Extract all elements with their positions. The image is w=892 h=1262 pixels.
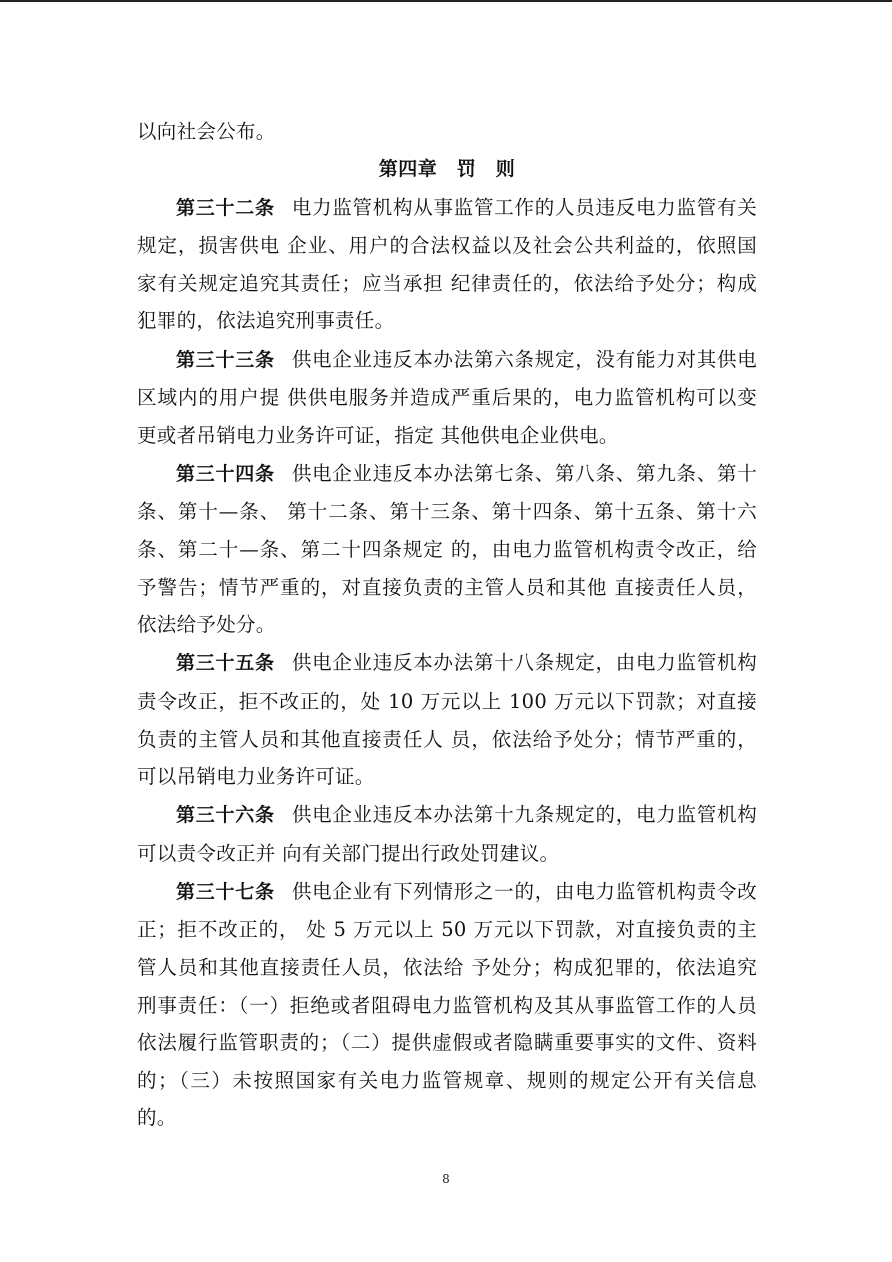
article-label: 第三十七条 [176, 880, 275, 903]
article-text: 电力监管机构从事监管工作的人员违反电力监管有关规定，损害供电 企业、用户的合法权益以及社会公共利益的，依照国家有关规定追究其责任；应当承担 纪律责任的，依法给予处分；构成犯罪的，依法追究刑事责任。 [137, 195, 757, 333]
page-number: 8 [442, 1172, 450, 1186]
article-36 [137, 796, 757, 872]
article-text: 供电企业违反本办法第七条、第八条、第九条、第十条、第十—条、 第十二条、第十三条、第十四条、第十五条、第十六条、第二十—条、第二十四条规定 的，由电力监管机构责令改正，给予警告；情节严重的，对直接负责的主管人员和其他 直接责任人员，依法给予处分。 [137, 461, 757, 637]
article-label: 第三十四条 [176, 462, 275, 485]
article-35 [137, 644, 757, 795]
article-32 [137, 189, 757, 340]
article-text: 供电企业违反本办法第六条规定，没有能力对其供电区域内的用户提 供供电服务并造成严重后果的，电力监管机构可以变更或者吊销电力业务许可证，指定 其他供电企业供电。 [137, 347, 757, 447]
article-label: 第三十三条 [176, 348, 275, 371]
article-33 [137, 341, 757, 455]
article-text: 供电企业违反本办法第十九条规定的，电力监管机构可以责令改正并 向有关部门提出行政处罚建议。 [137, 803, 757, 865]
article-text: 供电企业违反本办法第十八条规定，由电力监管机构责令改正，拒不改正的，处 10 万元以上 100 万元以下罚款；对直接负责的主管人员和其他直接责任人 员，依法给予处分；情节严重的，可以吊销电力业务许可证。 [137, 651, 757, 789]
article-37 [137, 873, 757, 1137]
document-body [137, 113, 757, 1137]
continuation-paragraph: 以向社会公布。 [137, 120, 276, 143]
chapter-title: 第四章 罚 则 [378, 157, 516, 180]
article-34 [137, 455, 757, 644]
top-border-line [0, 0, 892, 2]
article-label: 第三十五条 [176, 652, 275, 675]
article-text: 供电企业有下列情形之一的，由电力监管机构责令改正；拒不改正的， 处 5 万元以上 50 万元以下罚款，对直接负责的主管人员和其他直接责任人员，依法给 予处分；构成犯罪的，依法追究刑事责任：（一）拒绝或者阻碍电力监管机构及其从事监管工作的人员依法履行监管职责的；（二）提供虚假或者隐瞒重要事实的文件、资料的；（三）未按照国家有关电力监管规章、规则的规定公开有关信息的。 [137, 879, 757, 1130]
article-label: 第三十二条 [176, 196, 275, 219]
article-label: 第三十六条 [176, 804, 275, 827]
